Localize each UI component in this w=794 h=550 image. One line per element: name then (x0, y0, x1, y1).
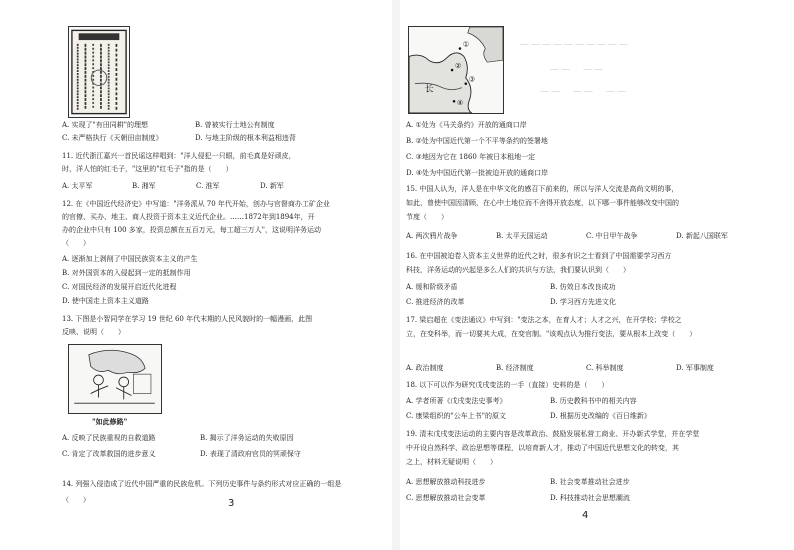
q15-option-c: C. 中日甲午战争 (586, 232, 638, 240)
q15-option-a: A. 两次鸦片战争 (406, 232, 458, 240)
q13-stem-1: 13. 下图是小智同学在学习 19 世纪 60 年代末期的人民风貌时的一幅漫画，此图 (62, 315, 313, 323)
q19-stem-2: 中开设自然科学、政治思想等课程，以培育新人才，推动了中国近代思想文化的转变，其 (406, 444, 679, 452)
q19-option-c: C. 思想解放推动社会变革 (406, 494, 486, 502)
q13-option-c: C. 肯定了改革救国的进步意义 (62, 450, 156, 458)
q19-option-d: D. 科技推动社会思想潮流 (550, 494, 630, 502)
q13-stem-2: 反映、说明（ ） (62, 328, 125, 336)
map-option-c: C. ③地因为它在 1860 年被日本租地一定 (406, 153, 536, 161)
left-page (0, 0, 392, 550)
q11-option-c: C. 淮军 (196, 182, 220, 190)
q14-stem-2: （ ） (62, 496, 90, 504)
q12-stem-1: 12. 在《中国近代经济史》中写道："洋务派从 70 年代开始，创办与官督商办工矿企业 (62, 200, 330, 208)
q11-option-a: A. 太平军 (62, 182, 93, 190)
bleed-through-1: —————————— (520, 40, 630, 50)
q14-stem-1: 14. 列强入侵造成了近代中国严重的民族危机。下列历史事件与条约形式对应正确的一组是 (62, 480, 342, 488)
bleed-through-3: —— —— —— (540, 87, 629, 97)
q15-stem-3: 节度（ ） (406, 213, 448, 221)
q16-option-c: C. 推进经济的改革 (406, 298, 465, 306)
q16-option-d: D. 学习西方先进文化 (550, 298, 616, 306)
q15-stem-1: 15. 中国人认为，洋人是在中华文化的感召下前来的，所以与洋人交流是高尚文明的事， (406, 185, 679, 193)
map-option-b: B. ②处为中国近代第一个不平等条约的签署地 (406, 137, 548, 145)
bleed-through-2: —— —— (550, 65, 606, 75)
q15-option-d: D. 新起八国联军 (676, 232, 728, 240)
q13-option-d: D. 表现了清政府官员的冥顽保守 (200, 450, 301, 458)
q10-option-b: B. 曾被实行土地公有制度 (195, 121, 275, 129)
q12-option-a: A. 逐渐加上剥削了中国民族资本主义的产生 (62, 255, 198, 263)
q12-option-b: B. 对外国资本的入侵起到一定的抵制作用 (62, 269, 191, 277)
q13-cartoon-figure (68, 344, 162, 414)
q17-option-a: A. 政治制度 (406, 364, 444, 372)
q17-option-c: C. 科举制度 (586, 364, 624, 372)
q16-option-a: A. 缓和阶级矛盾 (406, 283, 458, 291)
q17-option-d: D. 军事制度 (676, 364, 714, 372)
q18-stem: 18. 以下可以作为研究戊戌变法的一手（直接）史料的是（ ） (406, 381, 609, 389)
q11-stem-1: 11. 近代浙江嘉兴一首民谣这样唱到："洋人侵犯一只眼，前毛真是好顽皮， (62, 152, 296, 160)
map-option-a: A. ①处为《马关条约》开放的通商口岸 (406, 121, 527, 129)
q11-stem-2: 时，洋人怕的红毛子，"这里的"红毛子"指的是（ ） (62, 165, 233, 173)
q12-stem-4: （ ） (62, 239, 90, 247)
q15-option-b: B. 太平天国运动 (496, 232, 548, 240)
q19-stem-1: 19. 清末戊戌变法运动的主要内容是改革政治、鼓励发展私营工商业、开办新式学堂，并在学堂 (406, 430, 700, 438)
q18-option-b: B. 历史教科书中的相关内容 (550, 397, 637, 405)
map-label-2: ② (455, 62, 462, 71)
q13-option-b: B. 揭示了洋务运动的失败原因 (200, 434, 294, 442)
q12-option-d: D. 使中国走上资本主义道路 (62, 297, 149, 305)
q10-option-c: C. 未严格执行《天朝田亩制度》 (62, 134, 163, 142)
q19-stem-3: 之上，材料无疑说明（ ） (406, 458, 497, 466)
q10-option-a: A. 实现了"有田同耕"的理想 (62, 121, 148, 129)
q18-option-a: A. 学者所著《戊戌变法史事考》 (406, 397, 507, 405)
map-option-d: D. ④处为中国近代第一批被迫开放的通商口岸 (406, 169, 549, 177)
q17-stem-1: 17. 梁启超在《变法通议》中写到："变法之本，在育人才；人才之兴，在开学校；学校之 (406, 316, 682, 324)
right-page (400, 0, 794, 550)
map-label-4: ④ (456, 99, 464, 108)
map-label-1: ① (462, 40, 469, 49)
page-number-left: 3 (228, 498, 235, 509)
q19-option-b: B. 社会变革推动社会进步 (550, 478, 630, 486)
q12-stem-3: 办的企业中只有 100 多家，投资总额在五百万元，每工超三万人"，这说明洋务运动 (62, 226, 322, 234)
q16-stem-2: 科技，洋务运动的兴起是多么人们的共识与方法，我们要认识到（ ） (406, 266, 630, 274)
land-document-figure (68, 26, 130, 118)
map-label-3: ③ (468, 75, 475, 84)
q15-stem-2: 如此，曾使中国因清顾，在心中土地位而不舍得开放态度，以下哪一事件能够改变中国的 (406, 199, 679, 207)
q11-option-d: D. 新军 (260, 182, 284, 190)
page-number-right: 4 (582, 510, 589, 521)
q16-stem-1: 16. 在中国被迫卷入资本主义世界的近代之时，很多有识之士看到了中国需要学习西方 (406, 252, 672, 260)
q11-option-b: B. 湘军 (132, 182, 156, 190)
q19-option-a: A. 思想解放推动科技进步 (406, 478, 486, 486)
q10-option-d: D. 与地主阶级的根本利益相违背 (195, 134, 296, 142)
q13-option-a: A. 反映了民族重视的自救道路 (62, 434, 156, 442)
q13-cartoon-caption: "如此修路" (92, 417, 128, 426)
q17-stem-2: 立，在变科举，而一切要其大成，在变官制。"该观点认为推行变法，要从根本上改变（ ） (406, 330, 697, 338)
q17-option-b: B. 经济制度 (496, 364, 534, 372)
q18-option-c: C. 康梁组织的"公车上书"的原文 (406, 412, 506, 420)
q16-option-b: B. 仿效日本改良成功 (550, 283, 616, 291)
map-label-chang: 长 (424, 84, 434, 95)
q12-option-c: C. 对国民经济的发展开启近代化进程 (62, 283, 177, 291)
page-gutter (392, 0, 400, 550)
coastal-map-figure (408, 26, 504, 114)
q18-option-d: D. 根据历史改编的《百日维新》 (550, 412, 651, 420)
q12-stem-2: 的官僚、买办、地主、商人投资于资本主义近代企业。……1872年到1894年，开 (62, 213, 315, 221)
